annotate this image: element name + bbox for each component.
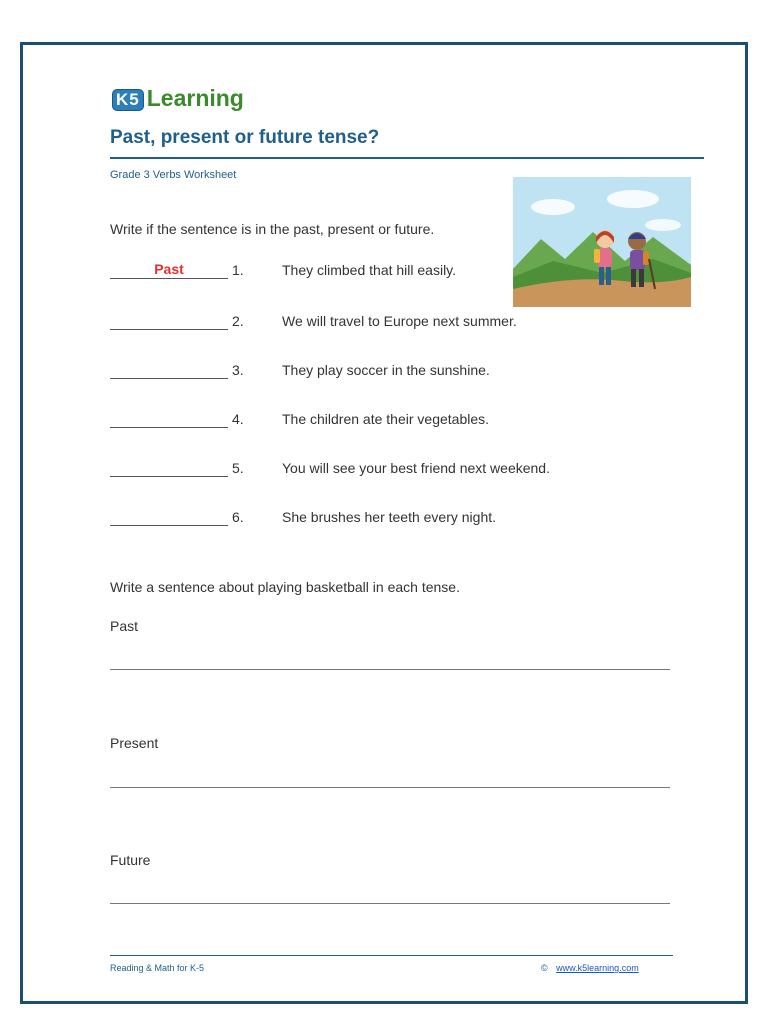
answer-blank-2[interactable] [110,311,228,330]
tense-label-past: Past [110,618,139,634]
question-row-2 [110,311,630,331]
question-sentence-1: They climbed that hill easily. [282,262,457,278]
question-number-5: 5. [232,460,244,476]
footer-tagline: Reading & Math for K-5 [110,963,205,973]
question-sentence-4: The children ate their vegetables. [282,411,490,427]
hikers-illustration [513,177,691,307]
title-divider [110,157,704,159]
worksheet-title: Past, present or future tense? [110,127,380,148]
part1-instruction: Write if the sentence is in the past, present or future. [110,221,435,237]
question-sentence-2: We will travel to Europe next summer. [282,313,517,329]
answer-blank-4[interactable] [110,409,228,428]
question-sentence-3: They play soccer in the sunshine. [282,362,490,378]
question-number-2: 2. [232,313,244,329]
question-sentence-6: She brushes her teeth every night. [282,509,497,525]
logo-k5-badge: K5 [112,89,144,111]
question-number-1: 1. [232,262,244,278]
question-row-5 [110,458,630,478]
question-row-3 [110,360,630,380]
question-row-6 [110,507,630,527]
footer-copyright [541,963,639,973]
question-number-4: 4. [232,411,244,427]
part2-instruction: Write a sentence about playing basketball in each tense. [110,579,460,595]
worksheet-frame [20,42,748,1004]
answer-blank-3[interactable] [110,360,228,379]
answer-blank-5[interactable] [110,458,228,477]
worksheet-subtitle: Grade 3 Verbs Worksheet [110,169,237,181]
footer-divider [110,955,673,956]
tense-label-present: Present [110,735,159,751]
question-row-1 [110,260,630,280]
answer-blank-1[interactable]: Past [110,260,228,279]
k5learning-link[interactable]: www.k5learning.com [556,963,639,973]
writing-line-past[interactable] [110,669,670,670]
k5-learning-logo [112,71,244,111]
tense-label-future: Future [110,852,151,868]
copyright-symbol: © [541,963,548,973]
question-number-3: 3. [232,362,244,378]
logo-wordmark: Learning [146,85,244,111]
question-number-6: 6. [232,509,244,525]
question-row-4 [110,409,630,429]
writing-line-future[interactable] [110,903,670,904]
answer-blank-6[interactable] [110,507,228,526]
question-sentence-5: You will see your best friend next weekend. [282,460,550,476]
writing-line-present[interactable] [110,787,670,788]
